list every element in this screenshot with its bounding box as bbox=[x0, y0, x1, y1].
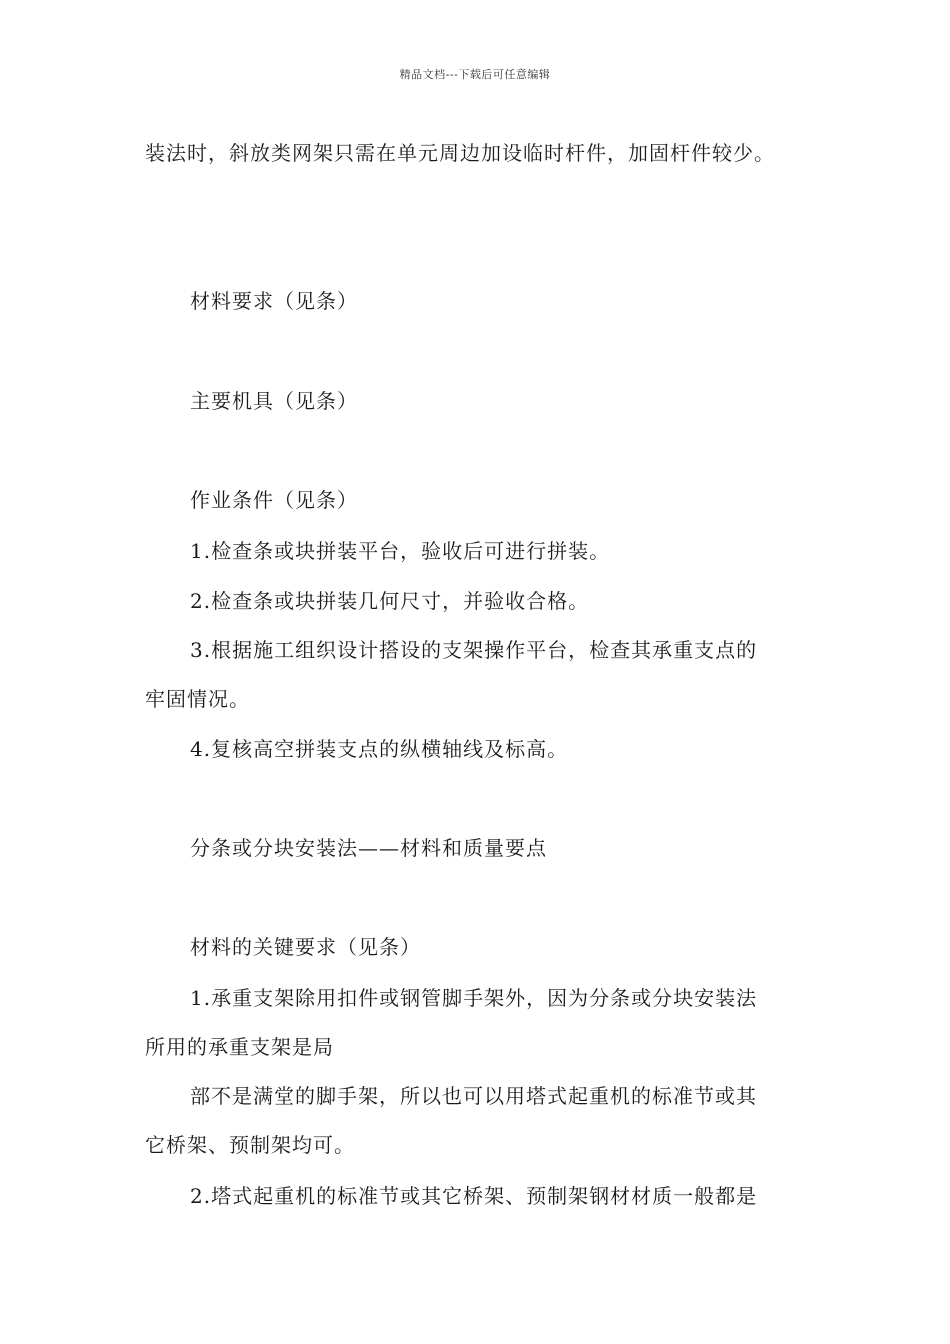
list-item-continuation: 所用的承重支架是局 bbox=[145, 1035, 334, 1059]
paragraph-line: 它桥架、预制架均可。 bbox=[145, 1133, 355, 1157]
section-heading: 作业条件（见条） bbox=[190, 488, 358, 512]
list-item: 2.塔式起重机的标准节或其它桥架、预制架钢材材质一般都是 bbox=[190, 1184, 758, 1208]
section-heading: 材料的关键要求（见条） bbox=[190, 935, 421, 959]
paragraph-line: 装法时，斜放类网架只需在单元周边加设临时杆件，加固杆件较少。 bbox=[145, 141, 775, 165]
section-heading: 分条或分块安装法——材料和质量要点 bbox=[190, 836, 547, 860]
page-header: 精品文档---下载后可任意编辑 bbox=[399, 68, 551, 81]
paragraph-line: 部不是满堂的脚手架，所以也可以用塔式起重机的标准节或其 bbox=[190, 1084, 757, 1108]
list-item-continuation: 牢固情况。 bbox=[145, 687, 250, 711]
list-item: 3.根据施工组织设计搭设的支架操作平台，检查其承重支点的 bbox=[190, 638, 758, 662]
list-item: 1.承重支架除用扣件或钢管脚手架外，因为分条或分块安装法 bbox=[190, 986, 758, 1010]
section-heading: 材料要求（见条） bbox=[190, 289, 358, 313]
list-item: 1.检查条或块拼装平台，验收后可进行拼装。 bbox=[190, 539, 611, 563]
section-heading: 主要机具（见条） bbox=[190, 389, 358, 413]
list-item: 4.复核高空拼装支点的纵横轴线及标高。 bbox=[190, 737, 569, 761]
list-item: 2.检查条或块拼装几何尺寸，并验收合格。 bbox=[190, 589, 590, 613]
